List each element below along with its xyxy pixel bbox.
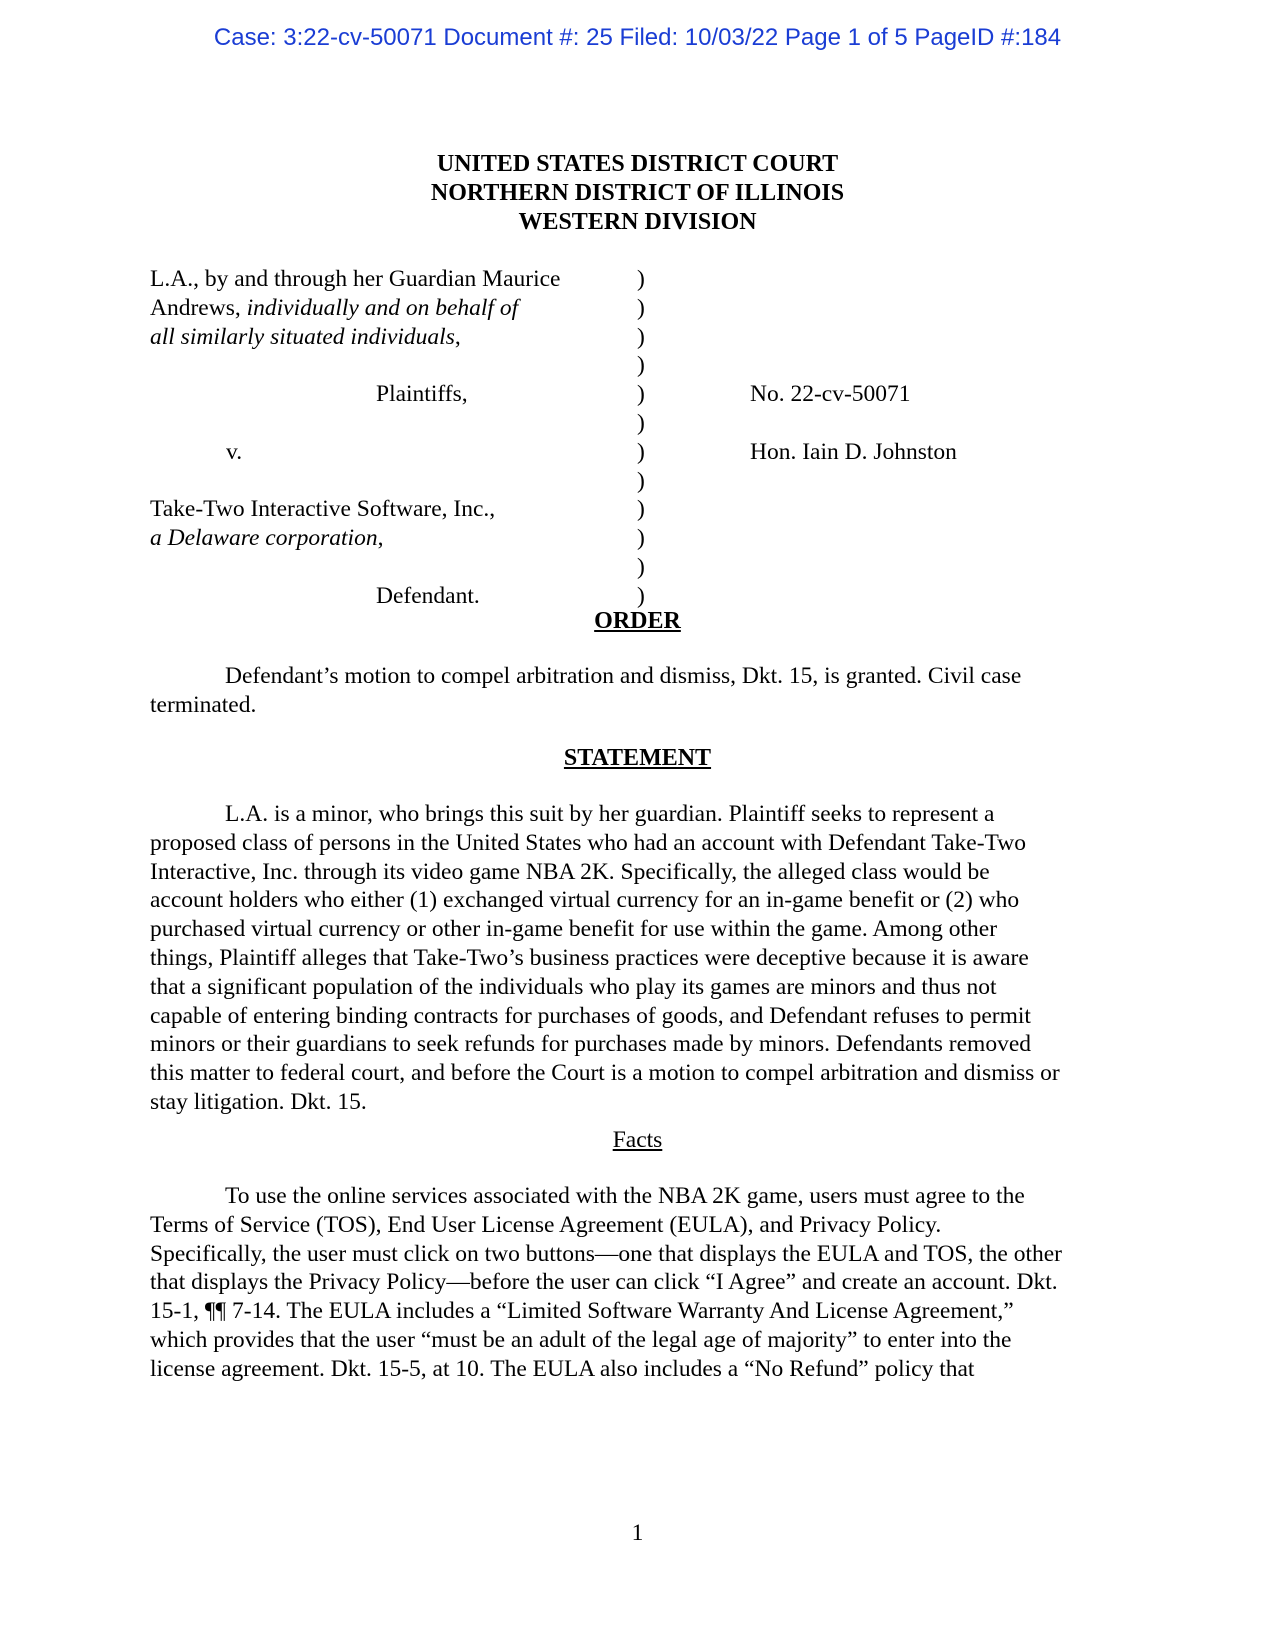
- caption-paren: ): [637, 438, 645, 465]
- plaintiffs-label: Plaintiffs,: [376, 381, 468, 408]
- caption-paren: ): [637, 496, 645, 523]
- caption-paren: ): [637, 323, 645, 350]
- caption-paren: ): [637, 582, 645, 609]
- paragraph-line: minors or their guardians to seek refunds for purchases made by minors. Defendants removed: [150, 1031, 1031, 1058]
- plaintiff-comma: ,: [454, 323, 461, 350]
- paragraph-line: terminated.: [150, 691, 257, 718]
- paragraph-line: Defendant’s motion to compel arbitration and dismiss, Dkt. 15, is granted. Civil case: [225, 663, 1022, 689]
- plaintiff-name-line-3: [150, 323, 620, 352]
- plaintiff-name-line: L.A., by and through her Guardian Maurice: [150, 266, 561, 292]
- statement-heading: STATEMENT: [563, 745, 712, 771]
- paragraph-line: stay litigation. Dkt. 15.: [150, 1088, 367, 1115]
- paragraph-line: license agreement. Dkt. 15-5, at 10. The EULA also includes a “No Refund” policy that: [150, 1355, 975, 1382]
- caption-blank-line: [150, 409, 620, 438]
- case-caption-details: [750, 380, 957, 466]
- caption-blank-line: [150, 553, 620, 582]
- versus-label: v.: [226, 438, 243, 465]
- defendant-comma: ,: [377, 525, 384, 552]
- defendant-name-line-2: [150, 524, 620, 553]
- caption-paren: ): [637, 553, 645, 580]
- caption-paren: ): [637, 294, 645, 321]
- paragraph-line: proposed class of persons in the United States who had an account with Defendant Take-Two: [150, 829, 1026, 856]
- paragraph-line: which provides that the user “must be an adult of the legal age of majority” to enter into the: [150, 1326, 1012, 1353]
- court-heading: [0, 150, 1275, 237]
- order-paragraph: [150, 662, 1135, 720]
- page-number: 1: [631, 1520, 644, 1546]
- plaintiff-name-line-2: [150, 294, 620, 323]
- case-number: No. 22-cv-50071: [750, 381, 911, 407]
- defendant-description: a Delaware corporation: [150, 525, 378, 552]
- paragraph-line: account holders who either (1) exchanged virtual currency for an in-game benefit or (2) who: [150, 887, 1020, 914]
- paragraph-line: that a significant population of the individuals who play its games are minors and thus not: [150, 973, 997, 1000]
- case-filing-stamp: Case: 3:22-cv-50071 Document #: 25 Filed: 10/03/22 Page 1 of 5 PageID #:184: [213, 24, 1062, 51]
- paragraph-line: Specifically, the user must click on two buttons—one that displays the EULA and TOS, the other: [150, 1240, 1063, 1267]
- facts-heading: Facts: [612, 1127, 663, 1153]
- paragraph-line: To use the online services associated with the NBA 2K game, users must agree to the: [225, 1183, 1025, 1209]
- facts-paragraph: [150, 1182, 1135, 1384]
- paragraph-line: purchased virtual currency or other in-game benefit for use within the game. Among other: [150, 916, 998, 943]
- defendant-label: Defendant.: [376, 582, 480, 609]
- caption-blank-line: [750, 409, 957, 438]
- order-heading: ORDER: [594, 608, 681, 634]
- paragraph-line: things, Plaintiff alleges that Take-Two’s business practices were deceptive because it is aware: [150, 944, 1029, 971]
- caption-paren: ): [637, 381, 645, 408]
- paragraph-line: Interactive, Inc. through its video game NBA 2K. Specifically, the alleged class would be: [150, 858, 990, 885]
- judge-name: Hon. Iain D. Johnston: [750, 438, 957, 465]
- court-name: UNITED STATES DISTRICT COURT: [436, 151, 839, 177]
- paragraph-line: this matter to federal court, and before the Court is a motion to compel arbitration and dismiss or: [150, 1060, 1060, 1087]
- caption-paren: ): [637, 525, 645, 552]
- paragraph-line: capable of entering binding contracts for purchases of goods, and Defendant refuses to permit: [150, 1002, 1031, 1029]
- district-name: NORTHERN DISTRICT OF ILLINOIS: [430, 180, 845, 206]
- plaintiff-name-cont: Andrews,: [150, 294, 247, 321]
- caption-paren: ): [637, 266, 645, 292]
- division-name: WESTERN DIVISION: [518, 209, 757, 235]
- paragraph-line: that displays the Privacy Policy—before the user can click “I Agree” and create an account. Dkt.: [150, 1269, 1058, 1296]
- caption-paren: ): [637, 409, 645, 436]
- plaintiff-capacity-cont: all similarly situated individuals: [150, 323, 455, 350]
- caption-paren: ): [637, 352, 645, 379]
- caption-paren: ): [637, 467, 645, 494]
- caption-blank-line: [150, 467, 620, 496]
- case-caption-parties: [150, 265, 620, 611]
- caption-paren-column: [637, 265, 645, 611]
- paragraph-line: 15-1, ¶¶ 7-14. The EULA includes a “Limited Software Warranty And License Agreement,”: [150, 1298, 1014, 1325]
- plaintiff-capacity: individually and on behalf of: [246, 294, 519, 321]
- defendant-name-line: Take-Two Interactive Software, Inc.,: [150, 496, 496, 523]
- statement-paragraph: [150, 800, 1135, 1117]
- paragraph-line: Terms of Service (TOS), End User License Agreement (EULA), and Privacy Policy.: [150, 1211, 942, 1238]
- caption-blank-line: [150, 351, 620, 380]
- paragraph-line: L.A. is a minor, who brings this suit by her guardian. Plaintiff seeks to represent a: [225, 801, 995, 827]
